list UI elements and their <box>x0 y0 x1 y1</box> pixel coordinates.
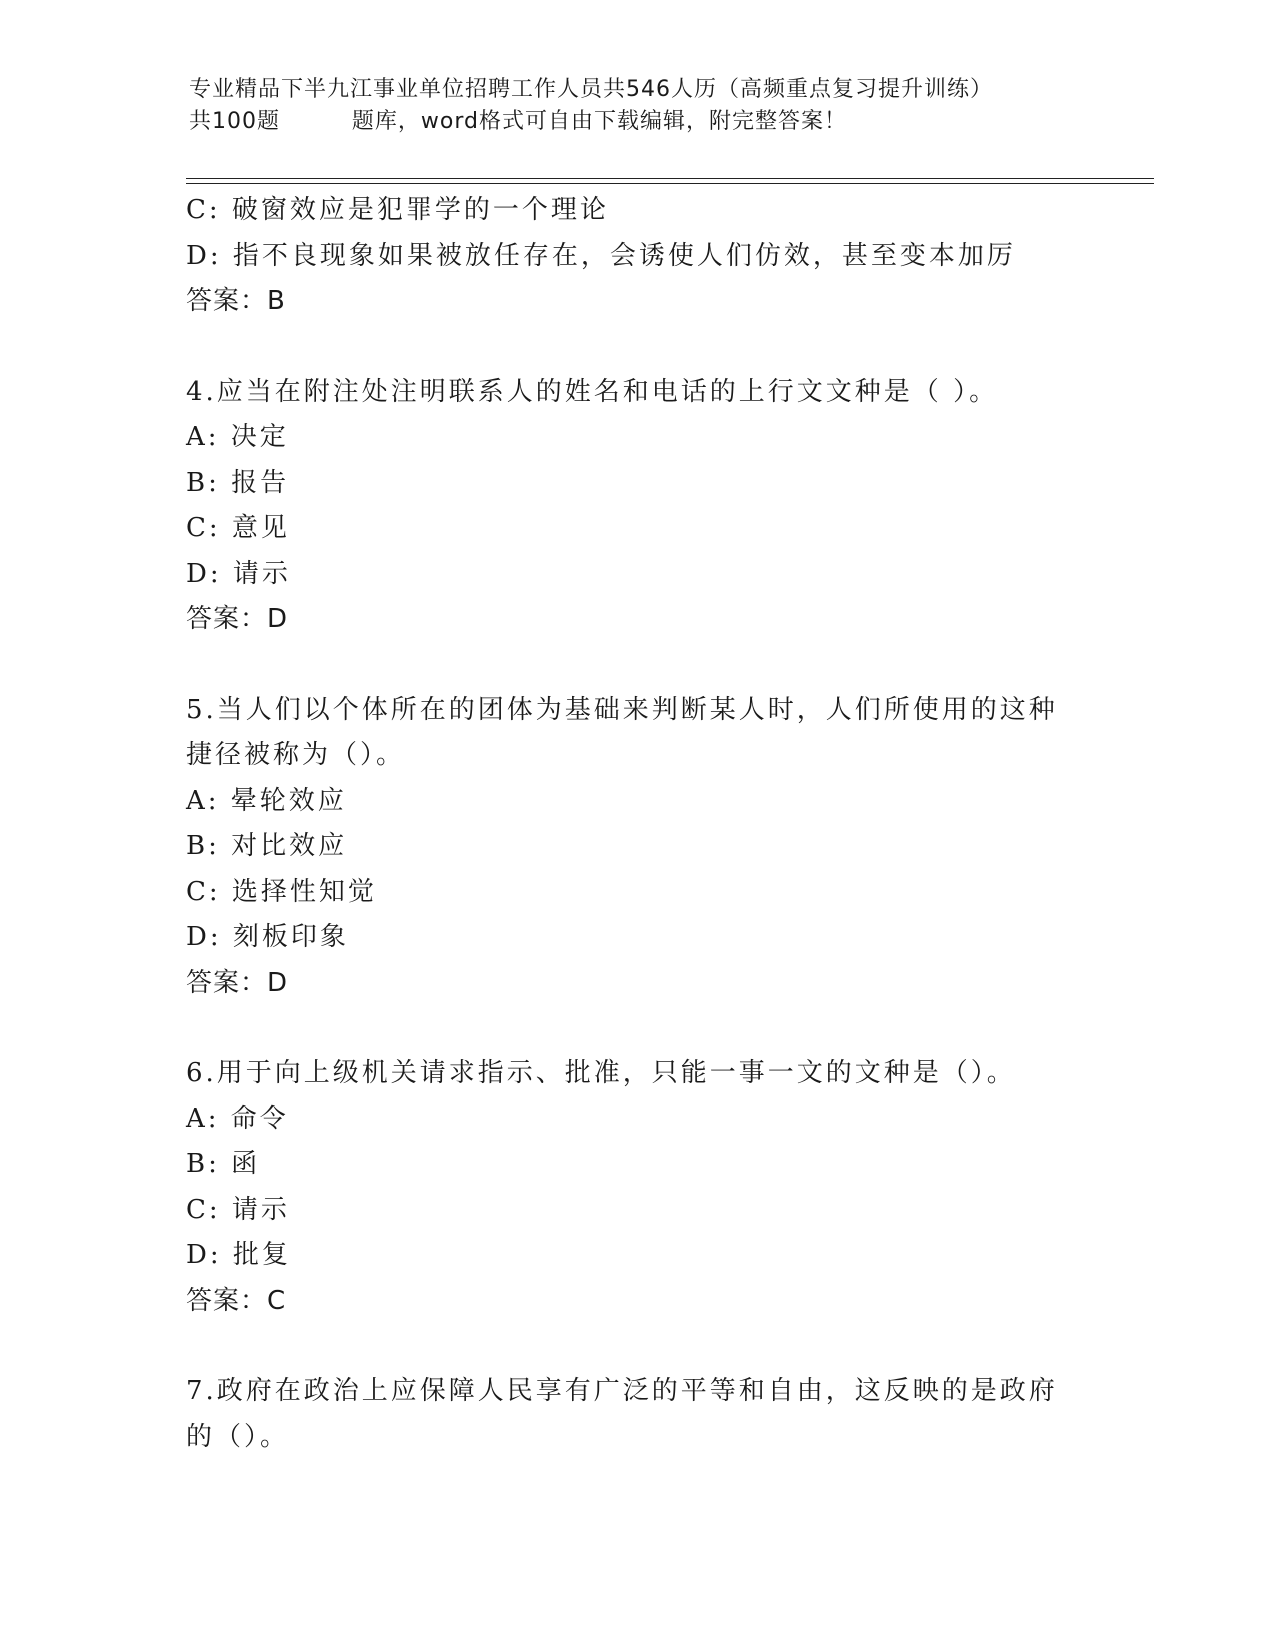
question-6 <box>186 1051 1086 1324</box>
question-stem: 5.当人们以个体所在的团体为基础来判断某人时，人们所使用的这种 <box>186 694 1058 725</box>
option-d: D: 刻板印象 <box>186 922 349 952</box>
answer-line: 答案：B <box>186 286 286 316</box>
question-stem: 6.用于向上级机关请求指示、批准，只能一事一文的文种是（）。 <box>186 1058 1016 1088</box>
question-4 <box>186 370 1086 643</box>
question-stem-continued: 捷径被称为（）。 <box>186 740 406 770</box>
header-title-line-2: 共100题 题库，word格式可自由下载编辑，附完整答案！ <box>189 109 848 134</box>
question-7 <box>186 1369 1086 1460</box>
option-c: C: 破窗效应是犯罪学的一个理论 <box>186 195 609 225</box>
question-5 <box>186 688 1086 1007</box>
question-stem: 7.政府在政治上应保障人民享有广泛的平等和自由，这反映的是政府 <box>186 1376 1058 1406</box>
question-stem-continued: 的（）。 <box>186 1421 290 1452</box>
option-a: A: 晕轮效应 <box>186 785 347 816</box>
option-b: B: 对比效应 <box>186 831 348 861</box>
option-a: A: 决定 <box>186 422 289 452</box>
option-a: A: 命令 <box>186 1103 289 1134</box>
document-header <box>189 74 1149 138</box>
answer-line: 答案：D <box>186 967 289 998</box>
option-c: C: 意见 <box>186 513 290 543</box>
question-stem: 4.应当在附注处注明联系人的姓名和电话的上行文文种是（ ）。 <box>186 376 999 407</box>
answer-line: 答案：D <box>186 604 289 634</box>
header-divider-bottom <box>186 183 1154 184</box>
option-b: B: 报告 <box>186 467 290 498</box>
option-d: D: 批复 <box>186 1240 291 1270</box>
answer-line: 答案：C <box>186 1285 287 1316</box>
header-divider-top <box>186 178 1154 179</box>
option-c: C: 请示 <box>186 1194 290 1225</box>
option-b: B: 函 <box>186 1149 261 1179</box>
header-title-line-1: 专业精品下半九江事业单位招聘工作人员共546人历（高频重点复习提升训练） <box>189 77 993 102</box>
question-list <box>186 188 1086 1460</box>
option-d: D: 请示 <box>186 558 291 589</box>
option-c: C: 选择性知觉 <box>186 876 377 907</box>
question-3-fragment <box>186 188 1086 325</box>
option-d: D: 指不良现象如果被放任存在，会诱使人们仿效，甚至变本加厉 <box>186 240 1016 271</box>
